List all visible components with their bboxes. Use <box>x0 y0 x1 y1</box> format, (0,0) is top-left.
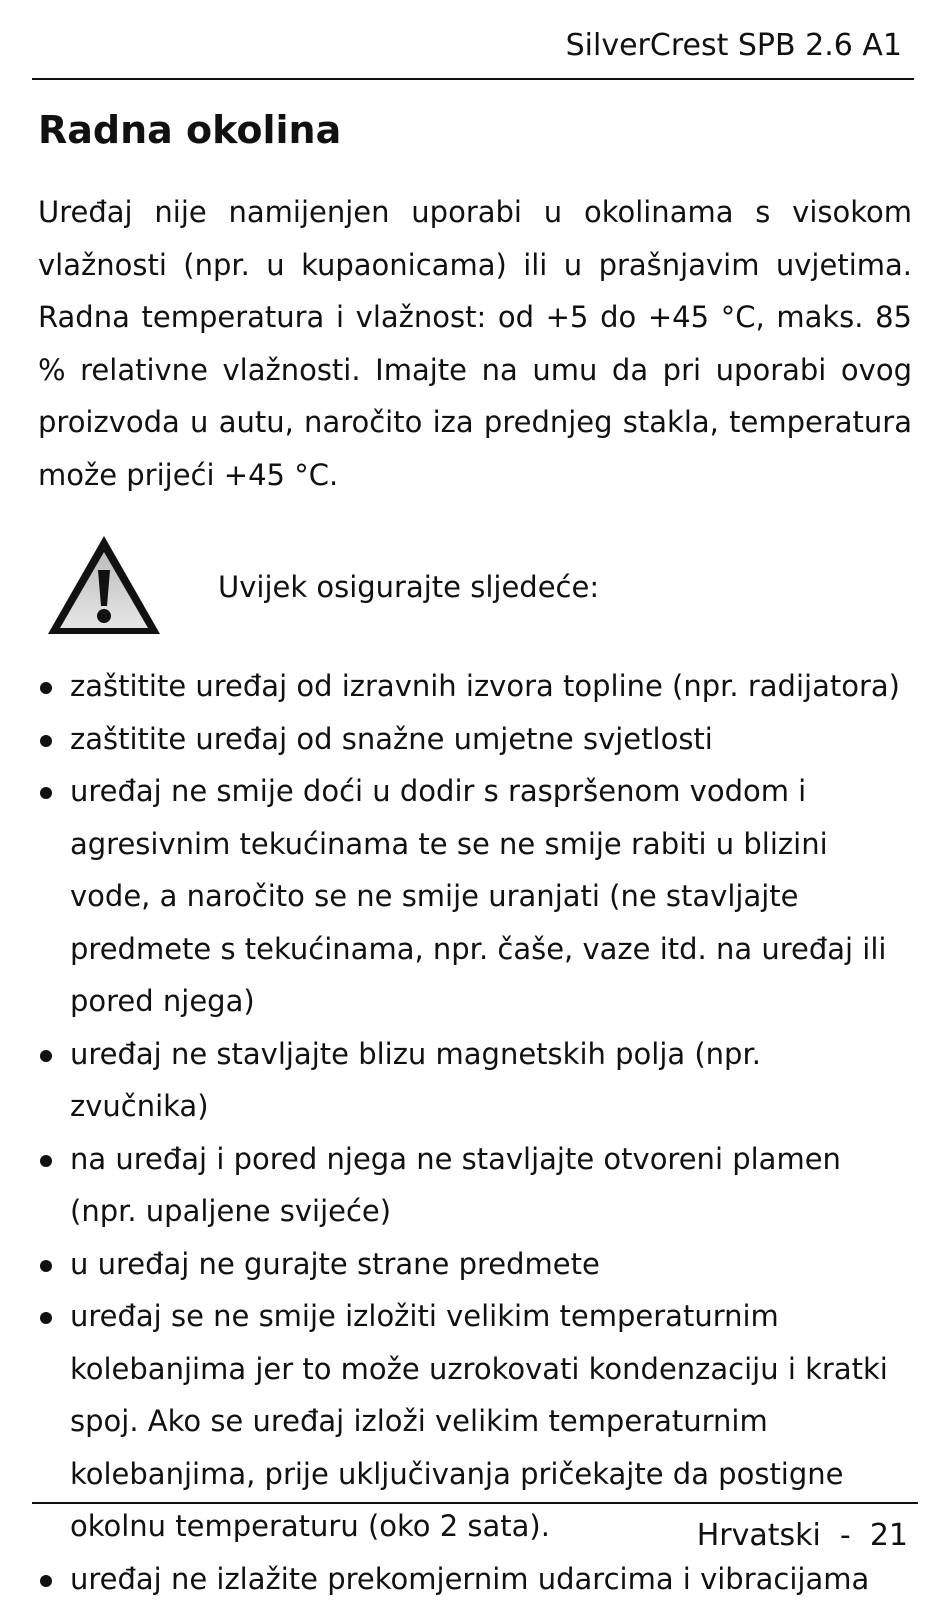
list-item: zaštitite uređaj od snažne umjetne svjetlosti <box>38 713 908 766</box>
header-title: SilverCrest SPB 2.6 A1 <box>565 28 902 63</box>
list-item: zaštitite uređaj od izravnih izvora topline (npr. radijatora) <box>38 660 908 713</box>
header-divider <box>32 78 914 80</box>
list-item: u uređaj ne gurajte strane predmete <box>38 1238 908 1291</box>
warning-text: Uvijek osigurajte sljedeće: <box>218 570 600 604</box>
list-item: uređaj ne izlažite prekomjernim udarcima i vibracijama <box>38 1553 908 1606</box>
list-item: uređaj ne smije doći u dodir s raspršenom vodom i agresivnim tekućinama te se ne smije rabiti u blizini vode, a naročito se ne smije uranjati (ne stavljajte predmete s tekućinama, npr. čaše, vaze itd. na uređaj ili pored njega) <box>38 765 908 1028</box>
intro-paragraph: Uređaj nije namijenjen uporabi u okolinama s visokom vlažnosti (npr. u kupaonicama) ili u prašnjavim uvjetima. Radna temperatura i vlažnost: od +5 do +45 °C, maks. 85 % relativne vlažnosti. Imajte na umu da pri uporabi ovog proizvoda u autu, naročito iza prednjeg stakla, temperatura može prijeći +45 °C. <box>38 195 912 492</box>
footer-page-label: Hrvatski - 21 <box>696 1518 908 1553</box>
list-item: na uređaj i pored njega ne stavljajte otvoreni plamen (npr. upaljene svijeće) <box>38 1133 908 1238</box>
section-title: Radna okolina <box>38 108 342 152</box>
precaution-list <box>38 660 908 1605</box>
warning-triangle-icon <box>44 532 164 640</box>
footer-divider <box>32 1502 918 1504</box>
list-item: uređaj se ne smije izložiti velikim temperaturnim kolebanjima jer to može uzrokovati kondenzaciju i kratki spoj. Ako se uređaj izloži velikim temperaturnim kolebanjima, prije uključivanja pričekajte da postigne okolnu temperaturu (oko 2 sata). <box>38 1290 908 1553</box>
list-item: uređaj ne stavljajte blizu magnetskih polja (npr. zvučnika) <box>38 1028 908 1133</box>
